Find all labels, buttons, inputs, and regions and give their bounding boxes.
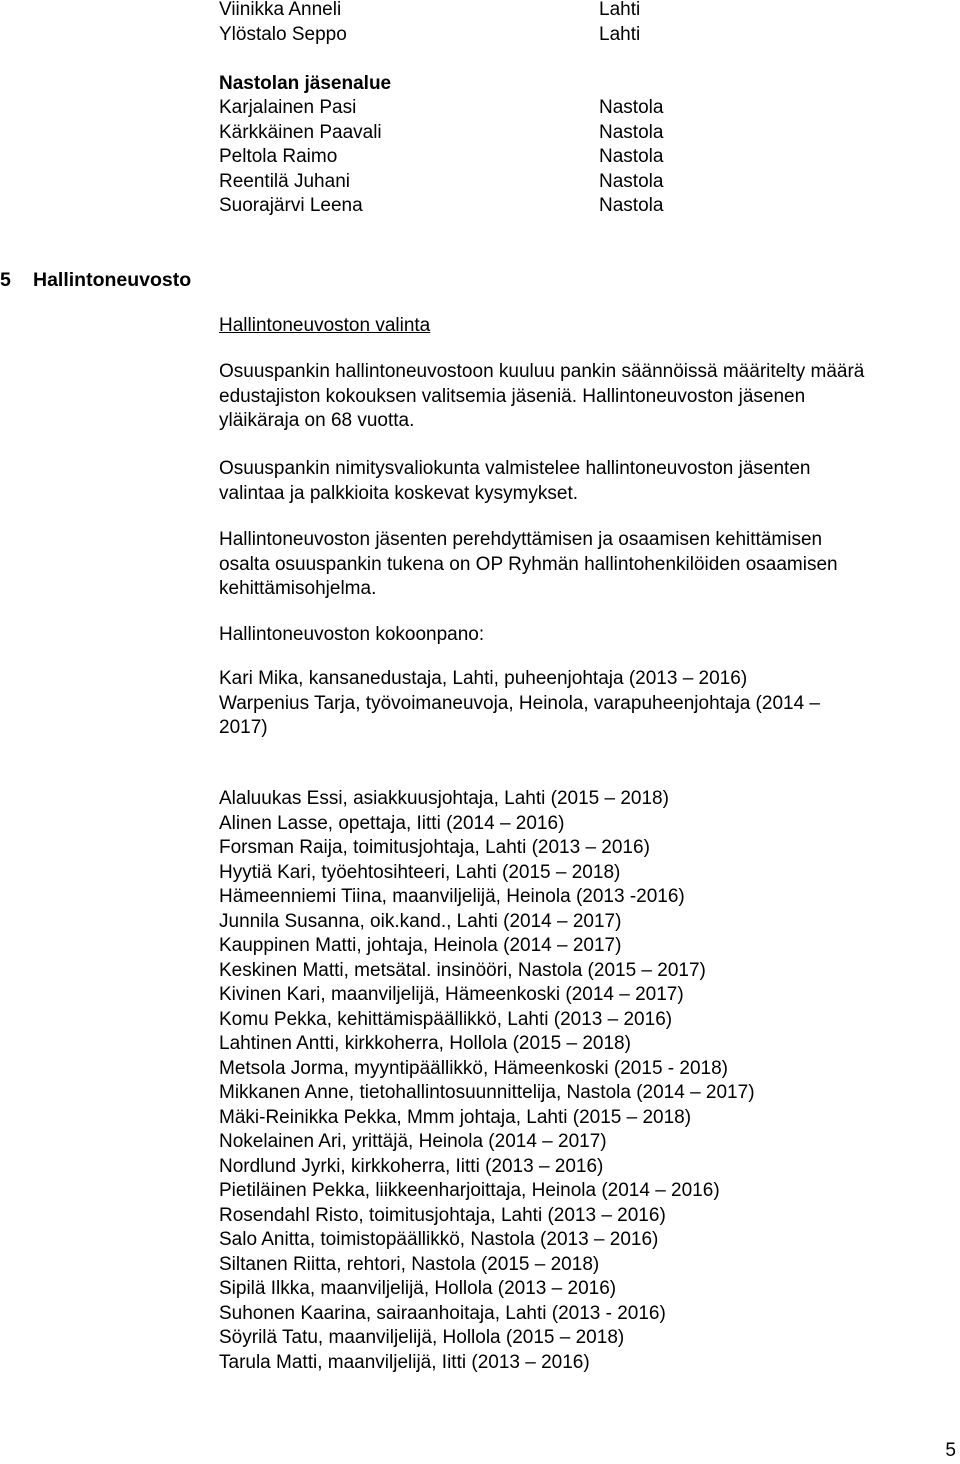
board-member-line: Tarula Matti, maanviljelijä, Iitti (2013 – 2016)	[219, 1351, 590, 1373]
vice-chair-line: Warpenius Tarja, työvoimaneuvoja, Heinola, varapuheenjohtaja (2014 –	[219, 692, 820, 714]
board-member-line: Hyytiä Kari, työehtosihteeri, Lahti (2015 – 2018)	[219, 861, 621, 883]
nastola-area-heading: Nastolan jäsenalue	[219, 72, 392, 94]
page-number: 5	[945, 1440, 956, 1461]
member-row	[219, 170, 919, 195]
board-member-line: Nordlund Jyrki, kirkkoherra, Iitti (2013 – 2016)	[219, 1155, 604, 1177]
board-member-line: Nokelainen Ari, yrittäjä, Heinola (2014 – 2017)	[219, 1131, 607, 1152]
member-place: Nastola	[599, 195, 664, 216]
member-place: Nastola	[599, 170, 664, 192]
board-member-line: Siltanen Riitta, rehtori, Nastola (2015 – 2018)	[219, 1253, 600, 1275]
section-heading	[0, 268, 191, 293]
board-member-line: Pietiläinen Pekka, liikkeenharjoittaja, Heinola (2014 – 2016)	[219, 1180, 720, 1201]
paragraph: Hallintoneuvoston jäsenten perehdyttämisen ja osaamisen kehittämisen osalta osuuspankin tukena on OP Ryhmän hallintohenkilöiden osaamisen kehittämisohjelma.	[219, 529, 838, 599]
member-row	[219, 145, 919, 170]
member-place: Lahti	[599, 0, 641, 20]
board-member-line: Lahtinen Antti, kirkkoherra, Hollola (2015 – 2018)	[219, 1033, 631, 1054]
board-members-list	[219, 787, 755, 1375]
member-place: Nastola	[599, 97, 664, 118]
board-member-line: Komu Pekka, kehittämispäällikkö, Lahti (2013 – 2016)	[219, 1008, 673, 1030]
section-title: Hallintoneuvosto	[33, 269, 192, 291]
member-row	[219, 194, 919, 219]
member-name: Suorajärvi Leena	[219, 195, 363, 216]
member-place: Lahti	[599, 23, 641, 45]
subsection-heading: Hallintoneuvoston valinta	[219, 315, 431, 336]
member-row	[219, 96, 919, 121]
member-list-top	[219, 0, 919, 219]
member-place: Nastola	[599, 146, 664, 167]
section-number: 5	[0, 269, 11, 291]
board-member-line: Forsman Raija, toimitusjohtaja, Lahti (2013 – 2016)	[219, 837, 650, 858]
paragraph: Osuuspankin hallintoneuvostoon kuuluu pankin säännöissä määritelty määrä edustajiston kokouksen valitsemia jäseniä. Hallintoneuvoston jäsenen yläikäraja on 68 vuotta.	[219, 361, 865, 431]
leaders-list	[219, 667, 919, 741]
board-member-line: Junnila Susanna, oik.kand., Lahti (2014 – 2017)	[219, 910, 622, 932]
member-row	[219, 121, 919, 146]
member-name: Viinikka Anneli	[219, 0, 342, 20]
member-place: Nastola	[599, 121, 664, 143]
board-member-line: Alinen Lasse, opettaja, Iitti (2014 – 2016)	[219, 812, 565, 834]
paragraph: Osuuspankin nimitysvaliokunta valmistelee hallintoneuvoston jäsenten valintaa ja palkkioita koskevat kysymykset.	[219, 458, 811, 504]
member-name: Kärkkäinen Paavali	[219, 121, 382, 143]
board-member-line: Hämeenniemi Tiina, maanviljelijä, Heinola (2013 -2016)	[219, 886, 685, 907]
board-member-line: Alaluukas Essi, asiakkuusjohtaja, Lahti (2015 – 2018)	[219, 788, 669, 809]
board-member-line: Mikkanen Anne, tietohallintosuunnittelija, Nastola (2014 – 2017)	[219, 1082, 755, 1103]
board-member-line: Kivinen Kari, maanviljelijä, Hämeenkoski (2014 – 2017)	[219, 984, 684, 1005]
board-member-line: Keskinen Matti, metsätal. insinööri, Nastola (2015 – 2017)	[219, 959, 706, 981]
board-member-line: Sipilä Ilkka, maanviljelijä, Hollola (2013 – 2016)	[219, 1278, 617, 1299]
vice-chair-line-cont: 2017)	[219, 717, 268, 738]
board-member-line: Kauppinen Matti, johtaja, Heinola (2014 – 2017)	[219, 935, 622, 956]
member-name: Reentilä Juhani	[219, 170, 350, 192]
member-name: Ylöstalo Seppo	[219, 23, 347, 45]
board-member-line: Suhonen Kaarina, sairaanhoitaja, Lahti (2013 - 2016)	[219, 1302, 666, 1324]
member-row	[219, 23, 919, 48]
member-row	[219, 0, 919, 23]
member-name: Karjalainen Pasi	[219, 97, 357, 118]
composition-label: Hallintoneuvoston kokoonpano:	[219, 624, 485, 645]
chair-line: Kari Mika, kansanedustaja, Lahti, puheenjohtaja (2013 – 2016)	[219, 668, 748, 689]
board-member-line: Mäki-Reinikka Pekka, Mmm johtaja, Lahti (2015 – 2018)	[219, 1106, 692, 1128]
board-member-line: Söyrilä Tatu, maanviljelijä, Hollola (2015 – 2018)	[219, 1327, 625, 1348]
member-name: Peltola Raimo	[219, 146, 338, 167]
board-member-line: Rosendahl Risto, toimitusjohtaja, Lahti (2013 – 2016)	[219, 1204, 666, 1226]
board-member-line: Metsola Jorma, myyntipäällikkö, Hämeenkoski (2015 - 2018)	[219, 1057, 728, 1079]
board-member-line: Salo Anitta, toimistopäällikkö, Nastola (2013 – 2016)	[219, 1229, 659, 1250]
